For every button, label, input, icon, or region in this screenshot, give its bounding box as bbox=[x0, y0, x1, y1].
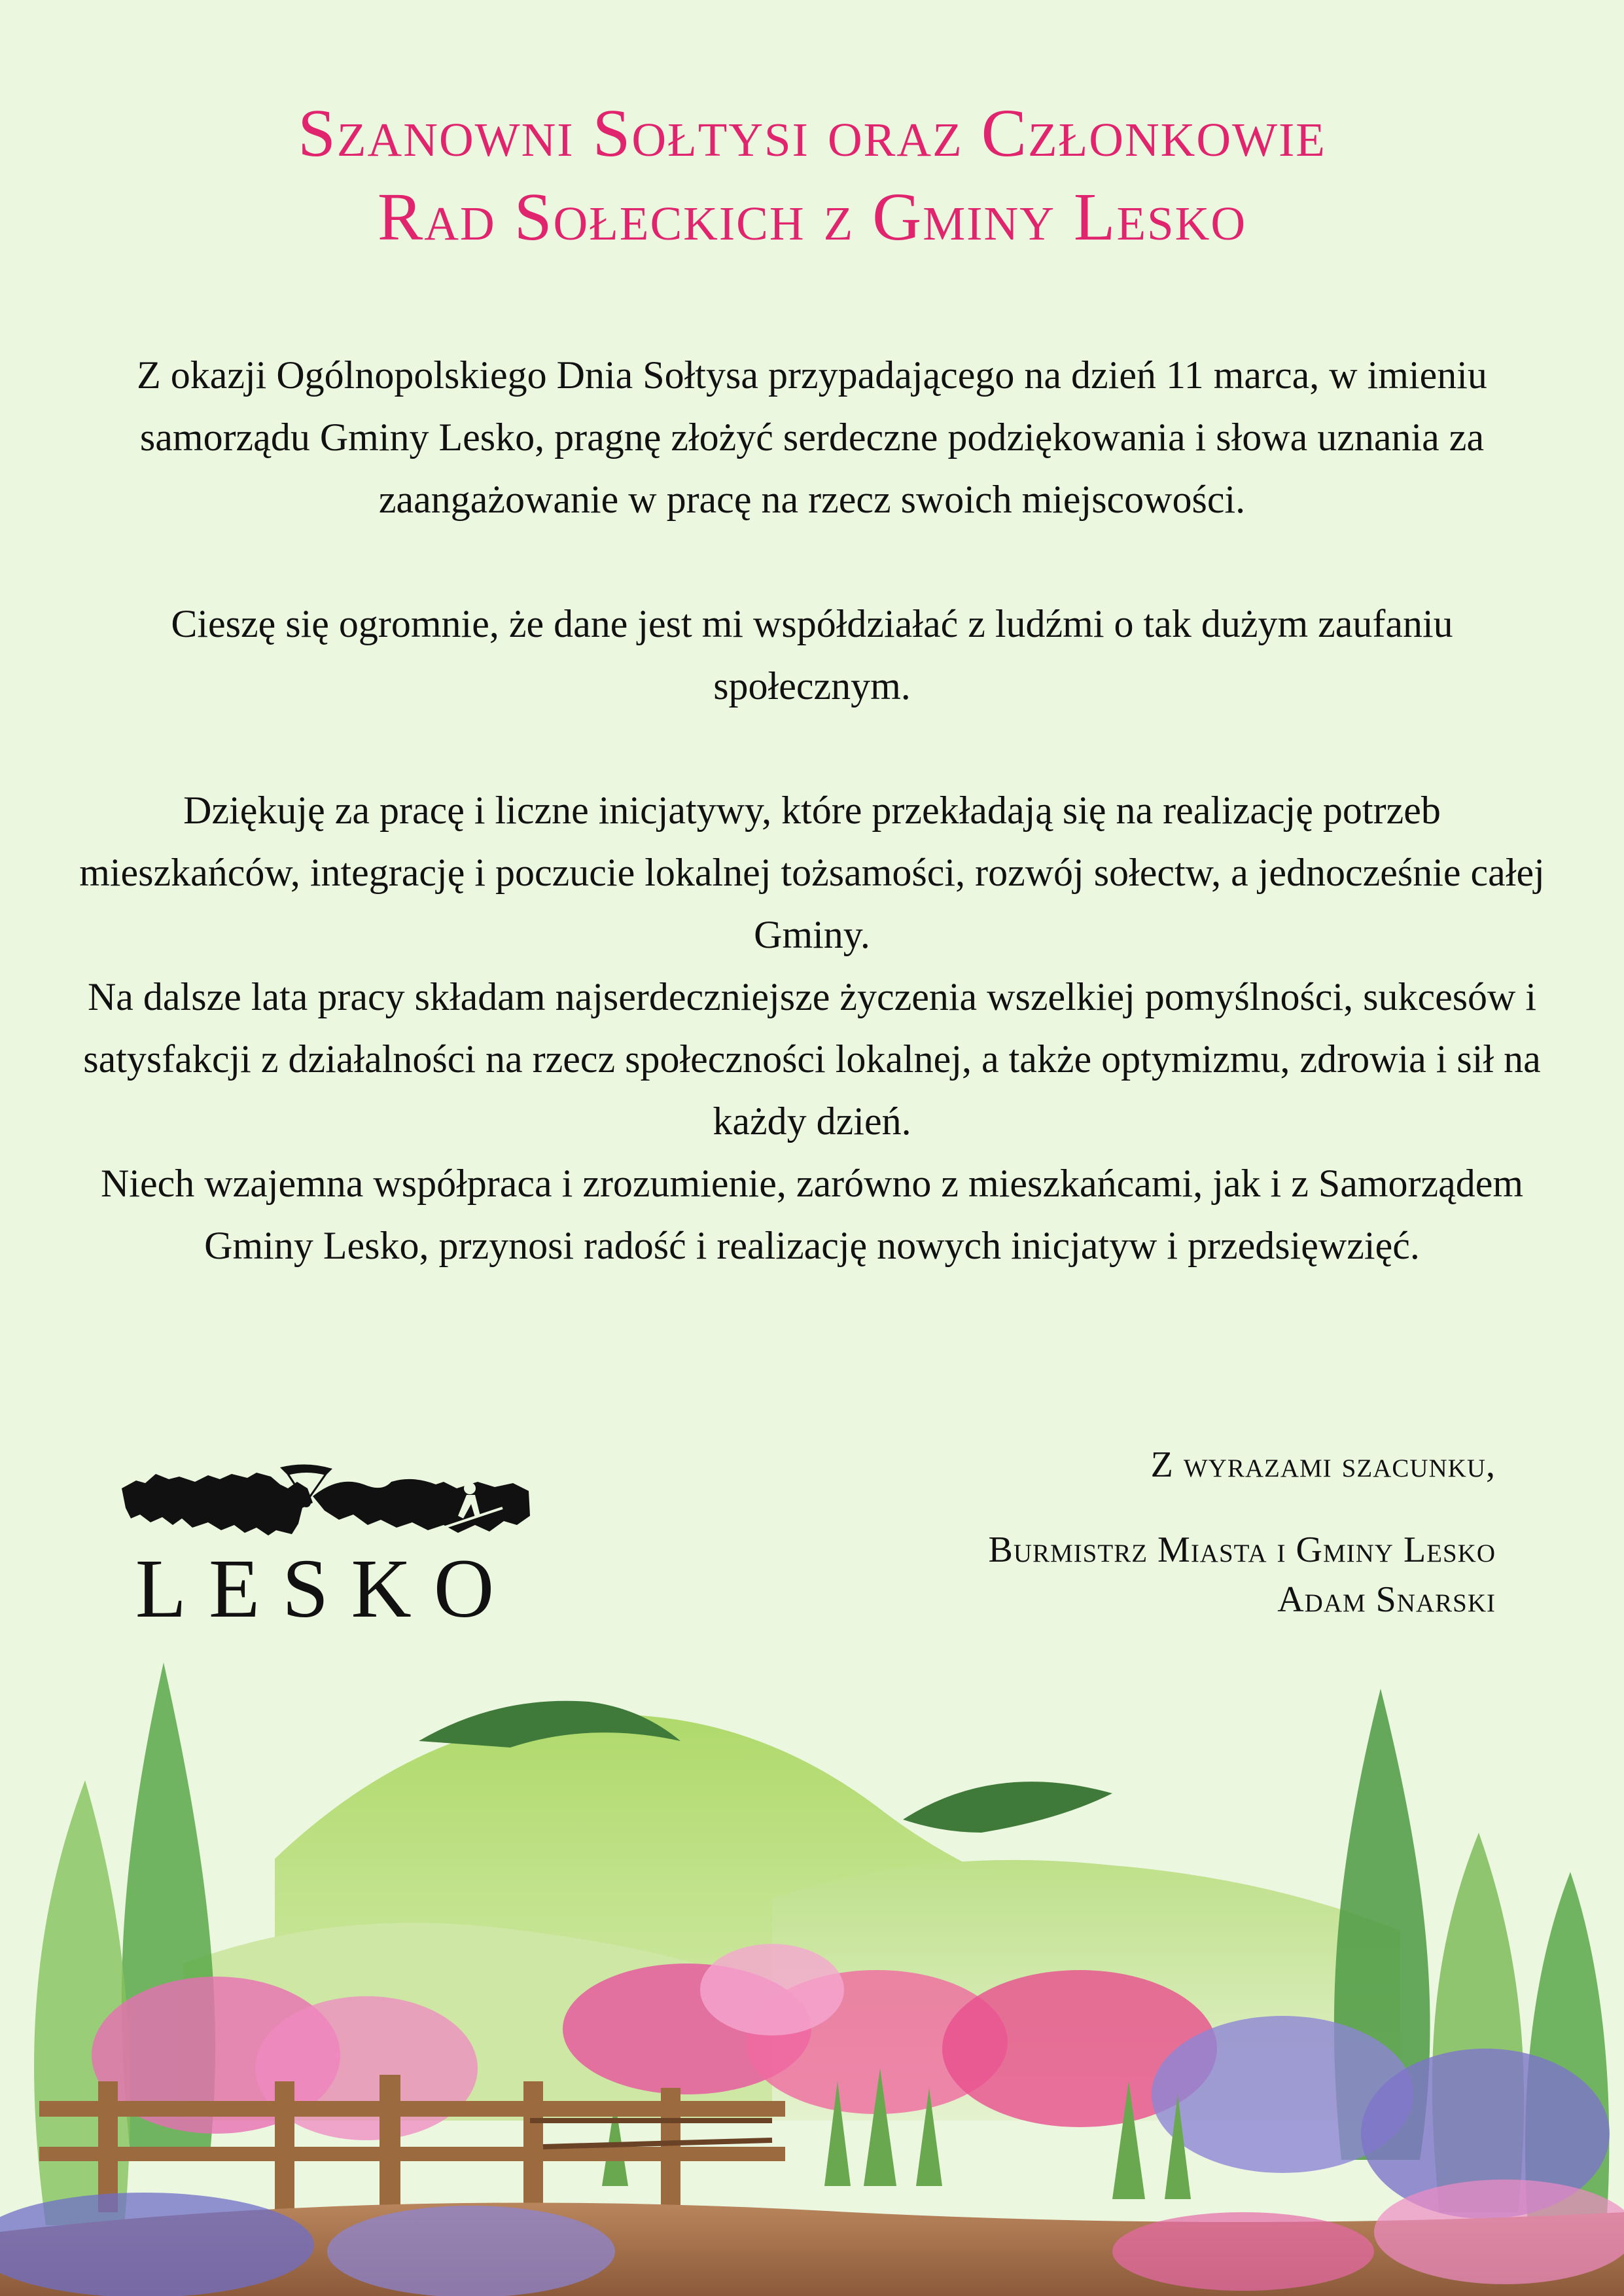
paragraph-cooperation: Niech wzajemna współpraca i zrozumienie, zarówno z mieszkańcami, jak i z Samorządem Gminy Lesko, przynosi radość i realizację nowych inicjatyw i przedsięwzięć. bbox=[100, 1162, 1524, 1267]
paragraph-trust: Cieszę się ogromnie, że dane jest mi współdziałać z ludźmi o tak dużym zaufaniu społecznym. bbox=[171, 602, 1453, 708]
letter-body bbox=[79, 344, 1545, 1277]
letter-title bbox=[0, 92, 1624, 259]
title-line-2: Rad Sołeckich z Gminy Lesko bbox=[377, 179, 1247, 255]
paragraph-occasion: Z okazji Ogólnopolskiego Dnia Sołtysa przypadającego na dzień 11 marca, w imieniu samorządu Gminy Lesko, pragnę złożyć serdeczne podziękowania i słowa uznania za zaangażowanie w pracę na rzecz swoich miejscowości. bbox=[137, 353, 1487, 521]
signature-closing: Z wyrazami szacunku, bbox=[1150, 1444, 1496, 1485]
lesko-logo bbox=[116, 1462, 535, 1635]
signature-position: Burmistrz Miasta i Gminy Lesko bbox=[988, 1530, 1496, 1570]
paragraph-wishes: Na dalsze lata pracy składam najserdeczniejsze życzenia wszelkiej pomyślności, sukcesów i satysfakcji z działalności na rzecz społeczności lokalnej, a także optymizmu, zdrowia i sił na każdy dzień. bbox=[83, 975, 1541, 1143]
paragraph-thanks: Dziękuję za pracę i liczne inicjatywy, które przekładają się na realizację potrzeb mieszkańców, integrację i poczucie lokalnej tożsamości, rozwój sołectw, a jednocześnie całej Gminy. bbox=[79, 789, 1545, 956]
logo-wordmark: LESKO bbox=[135, 1542, 517, 1635]
lesko-silhouette-icon bbox=[116, 1462, 535, 1547]
signature-name: Adam Snarski bbox=[1277, 1579, 1496, 1620]
watercolor-landscape-icon bbox=[0, 1623, 1624, 2296]
signature-block bbox=[988, 1433, 1496, 1624]
title-line-1: Szanowni Sołtysi oraz Członkowie bbox=[298, 96, 1326, 171]
